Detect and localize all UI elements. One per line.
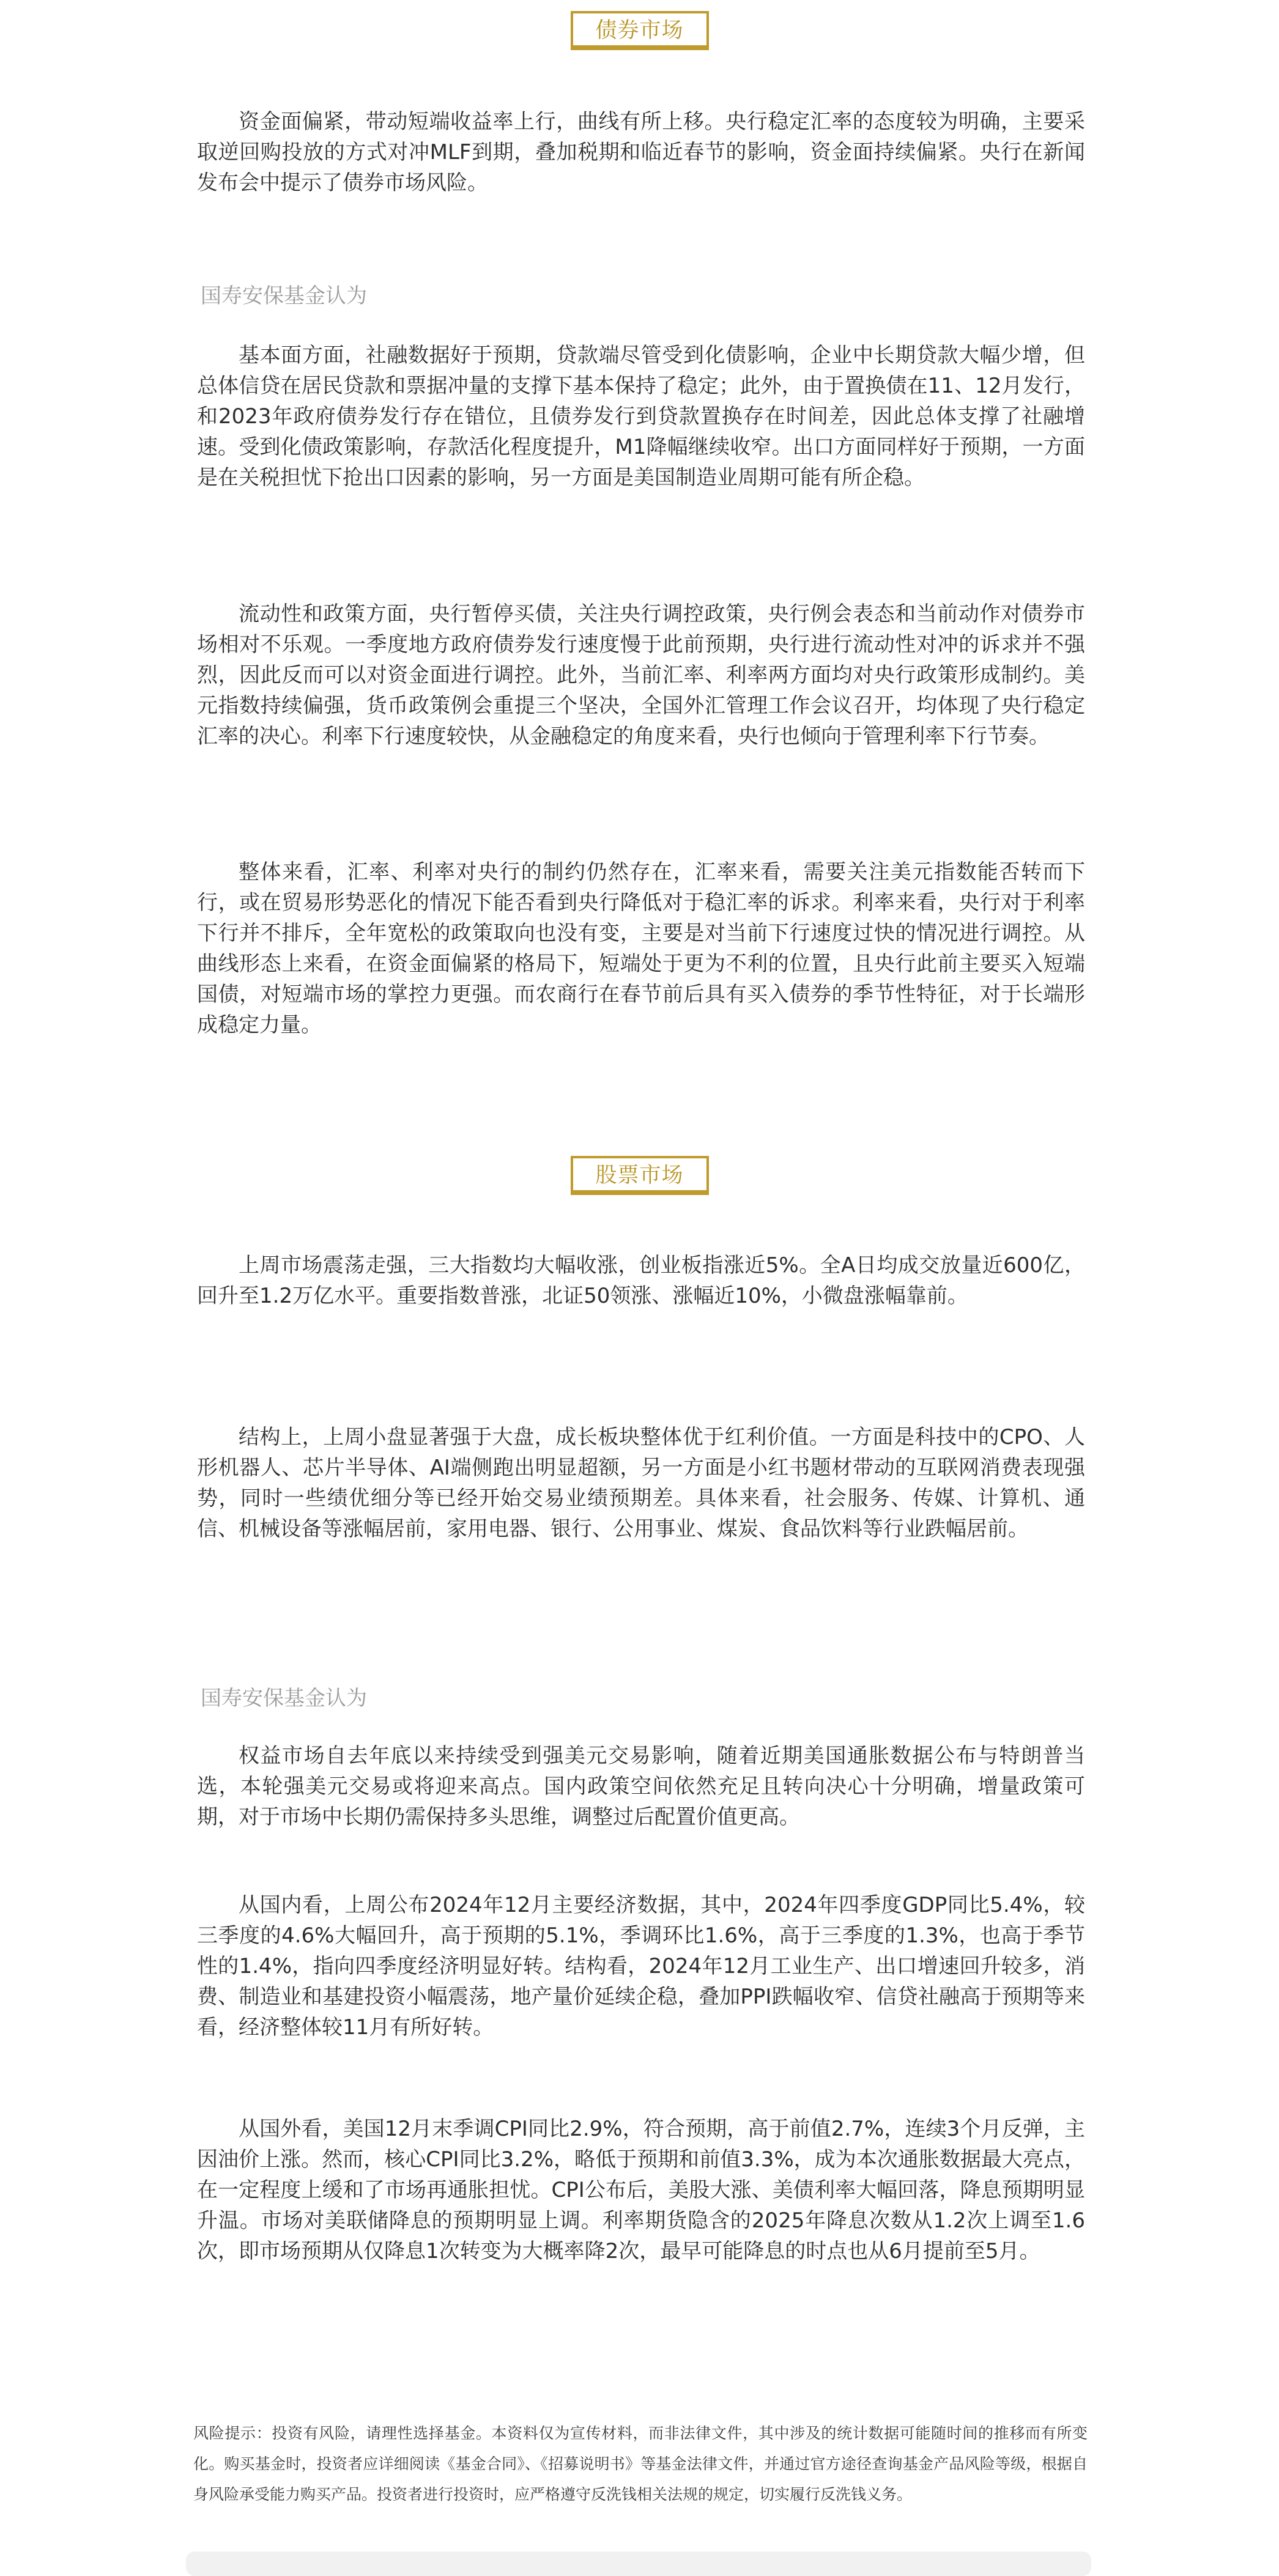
stock-structure-paragraph: 结构上，上周小盘显著强于大盘，成长板块整体优于红利价值。一方面是科技中的CPO、人形机器人、芯片半导体、AI端侧跑出明显超额，另一方面是小红书题材带动的互联网消费表现强势，同时一些绩优细分等已经开始交易业绩预期差。具体来看，社会服务、传媒、计算机、通信、机械设备等涨幅居前，家用电器、银行、公用事业、煤炭、食品饮料等行业跌幅居前。 xyxy=(197,1425,1085,1541)
bottom-footer-bar xyxy=(186,2552,1091,2576)
stock-domestic-paragraph: 从国内看，上周公布2024年12月主要经济数据，其中，2024年四季度GDP同比5.4%，较三季度的4.6%大幅回升，高于预期的5.1%，季调环比1.6%，高于三季度的1.3%，也高于季节性的1.4%，指向四季度经济明显好转。结构看，2024年12月工业生产、出口增速回升较多，消费、制造业和基建投资小幅震荡，地产量价延续企稳，叠加PPI跌幅收窄、信贷社融高于预期等来看，经济整体较11月有所好转。 xyxy=(197,1893,1085,2040)
stock-view-subheading: 国寿安保基金认为 xyxy=(201,1686,367,1711)
bond-liquidity-policy-paragraph: 流动性和政策方面，央行暂停买债，关注央行调控政策，央行例会表态和当前动作对债券市场相对不乐观。一季度地方政府债券发行速度慢于此前预期，央行进行流动性对冲的诉求并不强烈，因此反而可以对资金面进行调控。此外，当前汇率、利率两方面均对央行政策形成制约。美元指数持续偏强，货币政策例会重提三个坚决，全国外汇管理工作会议召开，均体现了央行稳定汇率的决心。利率下行速度较快，从金融稳定的角度来看，央行也倾向于管理利率下行节奏。 xyxy=(197,602,1085,749)
bond-section-heading: 债券市场 xyxy=(571,11,709,50)
bond-outlook-paragraph: 整体来看，汇率、利率对央行的制约仍然存在，汇率来看，需要关注美元指数能否转而下行，或在贸易形势恶化的情况下能否看到央行降低对于稳汇率的诉求。利率来看，央行对于利率下行并不排斥，全年宽松的政策取向也没有变，主要是对当前下行速度过快的情况进行调控。从曲线形态上来看，在资金面偏紧的格局下，短端处于更为不利的位置，且央行此前主要买入短端国债，对短端市场的掌控力更强。而农商行在春节前后具有买入债券的季节性特征，对于长端形成稳定力量。 xyxy=(197,860,1085,1037)
stock-heading-wrap xyxy=(0,1156,1279,1195)
bond-view-subheading: 国寿安保基金认为 xyxy=(201,284,367,308)
bond-heading-wrap xyxy=(0,11,1279,50)
stock-market-review-paragraph: 上周市场震荡走强，三大指数均大幅收涨，创业板指涨近5%。全A日均成交放量近600亿，回升至1.2万亿水平。重要指数普涨，北证50领涨、涨幅近10%，小微盘涨幅靠前。 xyxy=(197,1253,1085,1308)
stock-equity-view-paragraph: 权益市场自去年底以来持续受到强美元交易影响，随着近期美国通胀数据公布与特朗普当选，本轮强美元交易或将迎来高点。国内政策空间依然充足且转向决心十分明确，增量政策可期，对于市场中长期仍需保持多头思维，调整过后配置价值更高。 xyxy=(197,1744,1085,1829)
stock-overseas-paragraph: 从国外看，美国12月末季调CPI同比2.9%，符合预期，高于前值2.7%，连续3个月反弹，主因油价上涨。然而，核心CPI同比3.2%，略低于预期和前值3.3%，成为本次通胀数据最大亮点，在一定程度上缓和了市场再通胀担忧。CPI公布后，美股大涨、美债利率大幅回落，降息预期明显升温。市场对美联储降息的预期明显上调。利率期货隐含的2025年降息次数从1.2次上调至1.6次，即市场预期从仅降息1次转变为大概率降2次，最早可能降息的时点也从6月提前至5月。 xyxy=(197,2117,1085,2263)
risk-disclaimer: 风险提示：投资有风险，请理性选择基金。本资料仅为宣传材料，而非法律文件，其中涉及的统计数据可能随时间的推移而有所变化。购买基金时，投资者应详细阅读《基金合同》、《招募说明书》等基金法律文件，并通过官方途径查询基金产品风险等级，根据自身风险承受能力购买产品。投资者进行投资时，应严格遵守反洗钱相关法规的规定，切实履行反洗钱义务。 xyxy=(193,2424,1088,2503)
bond-fundamentals-paragraph: 基本面方面，社融数据好于预期，贷款端尽管受到化债影响，企业中长期贷款大幅少增，但总体信贷在居民贷款和票据冲量的支撑下基本保持了稳定；此外，由于置换债在11、12月发行，和2023年政府债券发行存在错位，且债券发行到贷款置换存在时间差，因此总体支撑了社融增速。受到化债政策影响，存款活化程度提升，M1降幅继续收窄。出口方面同样好于预期，一方面是在关税担忧下抢出口因素的影响，另一方面是美国制造业周期可能有所企稳。 xyxy=(197,343,1085,490)
bond-intro-paragraph: 资金面偏紧，带动短端收益率上行，曲线有所上移。央行稳定汇率的态度较为明确，主要采取逆回购投放的方式对冲MLF到期，叠加税期和临近春节的影响，资金面持续偏紧。央行在新闻发布会中提示了债券市场风险。 xyxy=(197,109,1085,195)
stock-section-heading: 股票市场 xyxy=(571,1156,709,1195)
